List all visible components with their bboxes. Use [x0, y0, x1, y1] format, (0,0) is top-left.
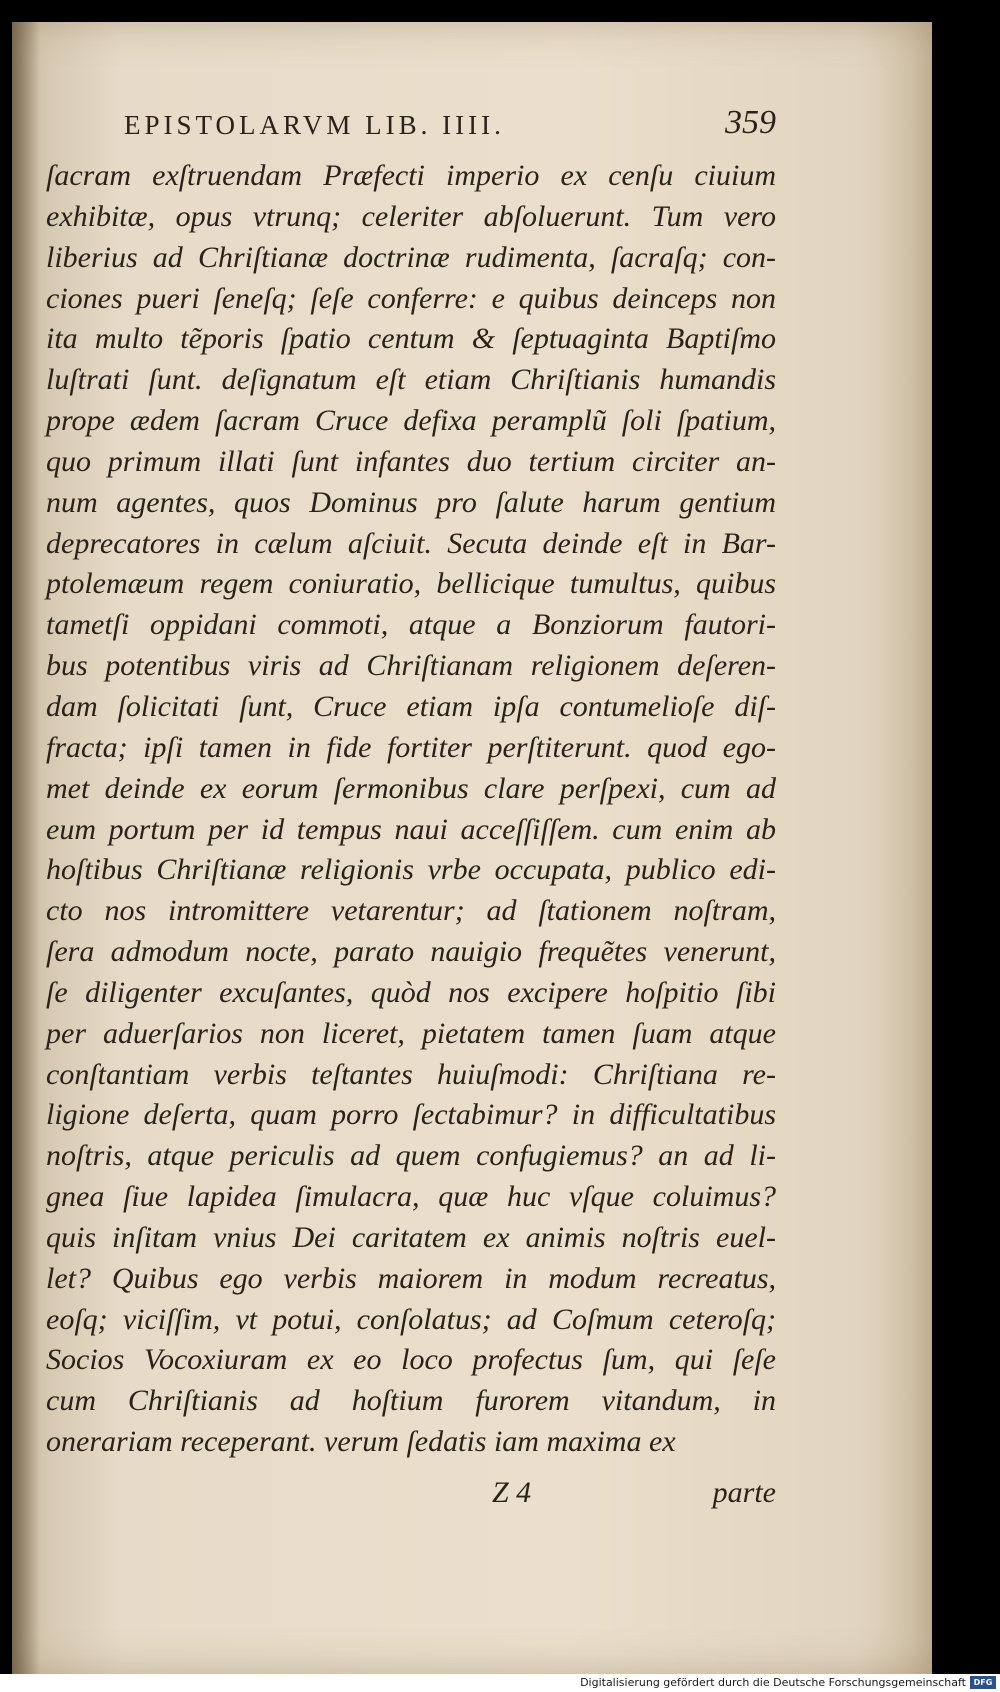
text-line: noſtris, atque periculis ad quem confugiemus? an ad li-	[46, 1139, 776, 1173]
text-line: ſe diligenter excuſantes, quòd nos excipere hoſpitio ſibi	[46, 975, 776, 1009]
text-line: dam ſolicitati ſunt, Cruce etiam ipſa contumelioſe diſ-	[46, 689, 776, 723]
text-line: tametſi oppidani commoti, atque a Bonziorum fautori-	[46, 608, 776, 642]
gutter-shadow	[12, 22, 40, 1674]
text-line: prope ædem ſacram Cruce defixa peramplũ ſoli ſpatium,	[46, 404, 776, 438]
text-line: num agentes, quos Dominus pro ſalute harum gentium	[46, 485, 776, 519]
dfg-logo: DFG	[970, 1676, 996, 1689]
text-line: bus potentibus viris ad Chriſtianam religionem deſeren-	[46, 649, 776, 683]
text-line: gnea ſiue lapidea ſimulacra, quæ huc vſque coluimus?	[46, 1180, 776, 1214]
text-line: conſtantiam verbis teſtantes huiuſmodi: Chriſtiana re-	[46, 1057, 776, 1091]
digitization-credit-bar	[0, 1674, 1000, 1692]
text-line: exhibitæ, opus vtrunq; celeriter abſoluerunt. Tum vero	[46, 199, 776, 233]
text-line: liberius ad Chriſtianæ doctrinæ rudimenta, ſacraſq; con-	[46, 240, 776, 274]
text-line: Socios Vocoxiuram ex eo loco profectus ſum, qui ſeſe	[46, 1343, 776, 1377]
credit-text: Digitalisierung gefördert durch die Deutsche Forschungsgemeinschaft	[580, 1676, 966, 1689]
book-page	[12, 22, 932, 1674]
text-line: ciones pueri ſeneſq; ſeſe conferre: e quibus deinceps non	[46, 281, 776, 315]
text-line: ſera admodum nocte, parato nauigio frequẽtes venerunt,	[46, 935, 776, 969]
text-line: met deinde ex eorum ſermonibus clare perſpexi, cum ad	[46, 771, 776, 805]
text-line: cto nos intromittere vetarentur; ad ſtationem noſtram,	[46, 894, 776, 928]
text-line: ita multo tẽporis ſpatio centum & ſeptuaginta Baptiſmo	[46, 322, 776, 356]
text-line: per aduerſarios non liceret, pietatem tamen ſuam atque	[46, 1016, 776, 1050]
text-line: luſtrati ſunt. deſignatum eſt etiam Chriſtianis humandis	[46, 363, 776, 397]
text-line: deprecatores in cælum aſciuit. Secuta deinde eſt in Bar-	[46, 526, 776, 560]
catchword: parte	[712, 1476, 776, 1509]
body-text	[46, 156, 776, 1463]
text-line: ligione deſerta, quam porro ſectabimur? in difficultatibus	[46, 1098, 776, 1132]
page-footer	[46, 1476, 776, 1520]
text-line: eoſq; viciſſim, vt potui, conſolatus; ad Coſmum ceteroſq;	[46, 1302, 776, 1336]
text-line: onerariam receperant. verum ſedatis iam maxima ex	[46, 1425, 676, 1459]
text-line: eum portum per id tempus naui acceſſiſſem. cum enim ab	[46, 812, 776, 846]
text-line: quo primum illati ſunt infantes duo tertium circiter an-	[46, 444, 776, 478]
text-line: ptolemæum regem coniuratio, bellicique tumultus, quibus	[46, 567, 776, 601]
text-line: let? Quibus ego verbis maiorem in modum recreatus,	[46, 1261, 776, 1295]
running-head	[124, 104, 776, 144]
text-line: hoſtibus Chriſtianæ religionis vrbe occupata, publico edi-	[46, 853, 776, 887]
text-line: fracta; ipſi tamen in fide fortiter perſtiterunt. quod ego-	[46, 730, 776, 764]
running-title: EPISTOLARVM LIB. IIII.	[124, 110, 505, 140]
text-line: quis inſitam vnius Dei caritatem ex animis noſtris euel-	[46, 1220, 776, 1254]
signature-mark: Z 4	[492, 1476, 532, 1509]
text-line: ſacram exſtruendam Præfecti imperio ex cenſu ciuium	[46, 159, 776, 192]
page-number: 359	[725, 104, 776, 141]
text-line: cum Chriſtianis ad hoſtium furorem vitandum, in	[46, 1384, 776, 1418]
